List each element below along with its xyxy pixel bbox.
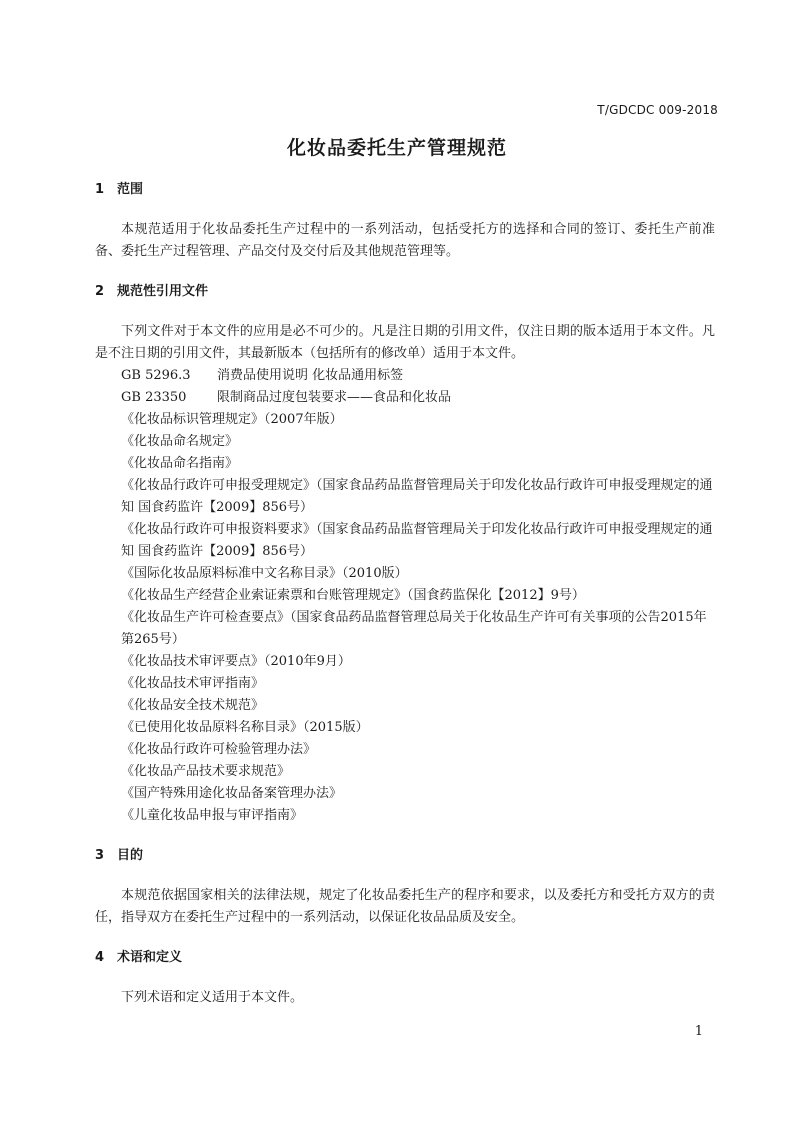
- document-code: T/GDCDC 009-2018: [597, 103, 718, 117]
- reference-item: 《化妆品生产许可检查要点》（国家食品药品监督管理总局关于化妆品生产许可有关事项的公告2015年第265号）: [121, 610, 707, 647]
- section-number: 1: [95, 182, 105, 197]
- section-title: 范围: [117, 182, 144, 197]
- document-body: [95, 180, 715, 1009]
- paragraph: 下列文件对于本文件的应用是必不可少的。凡是注日期的引用文件，仅注日期的版本适用于本文件。凡是不注日期的引用文件，其最新版本（包括所有的修改单）适用于本文件。: [95, 324, 715, 361]
- reference-item: 《化妆品命名指南》: [121, 456, 239, 471]
- section-heading-normative-references: [95, 282, 715, 302]
- reference-item: 《儿童化妆品申报与审评指南》: [121, 808, 304, 823]
- reference-item: 《化妆品行政许可申报资料要求》（国家食品药品监督管理局关于印发化妆品行政许可申报受理规定的通知 国食药监许【2009】856号）: [121, 522, 713, 559]
- section-number: 2: [95, 284, 105, 299]
- reference-item: 《化妆品标识管理规定》（2007年版）: [121, 412, 343, 427]
- reference-item: 《化妆品技术审评要点》（2010年9月）: [121, 654, 351, 669]
- reference-item: 《国产特殊用途化妆品备案管理办法》: [121, 786, 343, 801]
- standard-reference: [95, 387, 715, 409]
- section-number: 3: [95, 848, 105, 863]
- reference-item: 《国际化妆品原料标准中文名称目录》（2010版）: [121, 566, 408, 581]
- section-heading-scope: [95, 180, 715, 200]
- standard-code: GB 5296.3: [121, 368, 191, 383]
- document-title: 化妆品委托生产管理规范: [286, 137, 507, 159]
- reference-item: 《化妆品安全技术规范》: [121, 698, 265, 713]
- reference-item: 《化妆品行政许可申报受理规定》（国家食品药品监督管理局关于印发化妆品行政许可申报受理规定的通知 国食药监许【2009】856号）: [121, 478, 713, 515]
- standard-name: 消费品使用说明 化妆品通用标签: [217, 368, 404, 383]
- reference-item: 《化妆品产品技术要求规范》: [121, 764, 291, 779]
- section-title: 术语和定义: [117, 950, 183, 965]
- standard-reference: [95, 365, 715, 387]
- section-title: 规范性引用文件: [117, 284, 209, 299]
- section-number: 4: [95, 950, 105, 965]
- reference-item: 《已使用化妆品原料名称目录》（2015版）: [121, 720, 369, 735]
- reference-item: 《化妆品行政许可检验管理办法》: [121, 742, 317, 757]
- reference-item: 《化妆品技术审评指南》: [121, 676, 265, 691]
- paragraph: 本规范依据国家相关的法律法规，规定了化妆品委托生产的程序和要求，以及委托方和受托方双方的责任，指导双方在委托生产过程中的一系列活动，以保证化妆品品质及安全。: [95, 888, 715, 925]
- reference-item: 《化妆品命名规定》: [121, 434, 239, 449]
- section-heading-terms-definitions: [95, 948, 715, 968]
- page-number: 1: [694, 1024, 703, 1039]
- paragraph: 下列术语和定义适用于本文件。: [121, 990, 304, 1005]
- section-heading-purpose: [95, 846, 715, 866]
- standard-code: GB 23350: [121, 390, 187, 405]
- reference-item: 《化妆品生产经营企业索证索票和台账管理规定》（国食药监保化【2012】9号）: [121, 588, 585, 603]
- paragraph: 本规范适用于化妆品委托生产过程中的一系列活动，包括受托方的选择和合同的签订、委托生产前准备、委托生产过程管理、产品交付及交付后及其他规范管理等。: [95, 222, 715, 259]
- section-title: 目的: [117, 848, 144, 863]
- standard-name: 限制商品过度包装要求——食品和化妆品: [217, 390, 452, 405]
